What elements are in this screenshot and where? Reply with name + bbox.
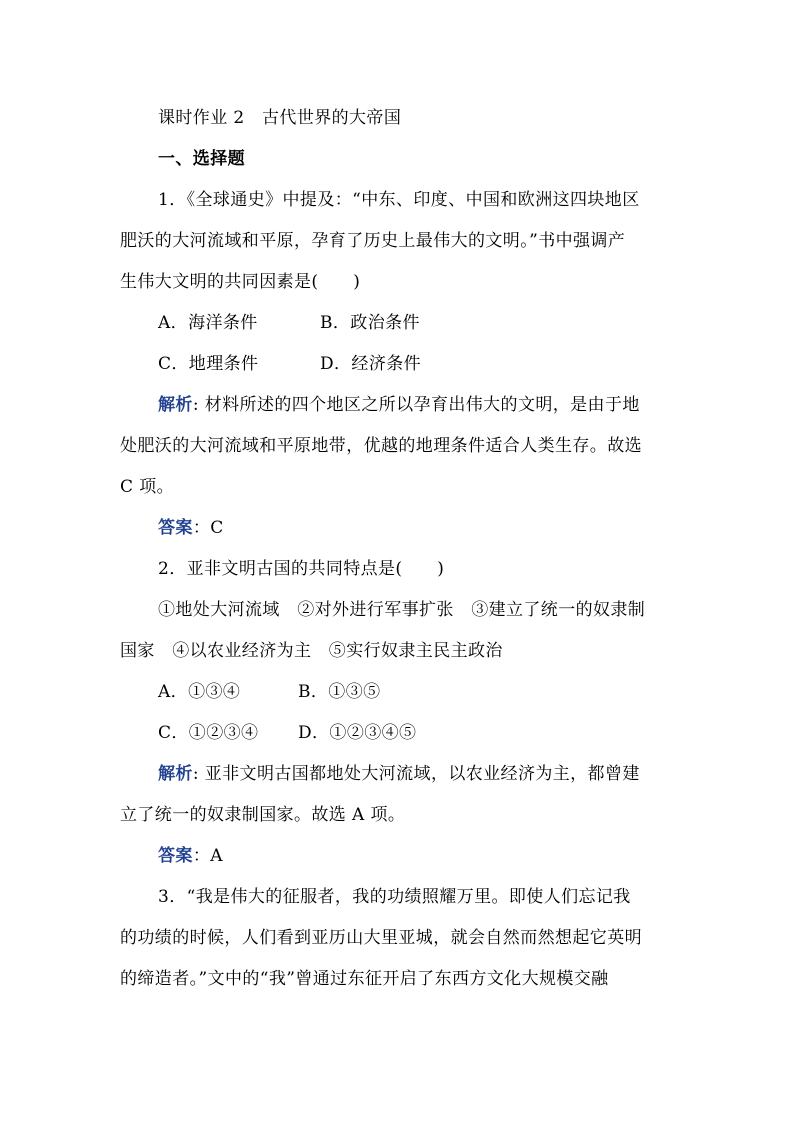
- document-content: [120, 98, 680, 1000]
- q1-stem-line2: 肥沃的大河流域和平原，孕育了历史上最伟大的文明。”书中强调产: [120, 231, 626, 251]
- q2-answer-value: ：A: [192, 846, 223, 866]
- q1-analysis-line1: [120, 385, 680, 426]
- q1-option-c: C．地理条件: [158, 354, 259, 374]
- q1-options-row1: [120, 303, 680, 344]
- q2-stem-line1: 2．亚非文明古国的共同特点是( ): [158, 559, 445, 579]
- q2-analysis-label: 解析: [158, 764, 193, 784]
- q1-analysis-line3: C 项。: [120, 477, 175, 497]
- q3-stem-line1: 3．“我是伟大的征服者，我的功绩照耀万里。即使人们忘记我: [158, 887, 631, 907]
- q1-option-d: D．经济条件: [320, 354, 422, 374]
- q2-answer-label: 答案: [158, 846, 193, 866]
- q2-option-b: B．①③⑤: [298, 682, 381, 702]
- q1-stem-line1: 1．《全球通史》中提及：“中东、印度、中国和欧洲这四块地区: [158, 190, 640, 210]
- q2-options-row1: [120, 672, 680, 713]
- section-heading: 一、选择题: [158, 149, 245, 169]
- q1-analysis-line2: 处肥沃的大河流域和平原地带，优越的地理条件适合人类生存。故选: [120, 436, 642, 456]
- q2-stem-line3: 国家 ④以农业经济为主 ⑤实行奴隶主民主政治: [120, 641, 503, 661]
- q2-answer: [120, 836, 680, 877]
- q1-stem-line3: 生伟大文明的共同因素是( ): [120, 272, 361, 292]
- q1-answer-value: ：C: [192, 518, 224, 538]
- q2-option-a: A．①③④: [158, 682, 241, 702]
- q1-analysis-label: 解析: [158, 395, 193, 415]
- q1-answer: [120, 508, 680, 549]
- q1-answer-label: 答案: [158, 518, 193, 538]
- q2-option-d: D．①②③④⑤: [298, 723, 417, 743]
- q1-option-a: A．海洋条件: [158, 313, 258, 333]
- q2-stem-line2: ①地处大河流域 ②对外进行军事扩张 ③建立了统一的奴隶制: [158, 600, 646, 620]
- q2-analysis-line2: 立了统一的奴隶制国家。故选 A 项。: [120, 805, 406, 825]
- q2-analysis-line1: [120, 754, 680, 795]
- q2-option-c: C．①②③④: [158, 723, 259, 743]
- q1-option-b: B．政治条件: [320, 313, 420, 333]
- q2-analysis-text1: : 亚非文明古国都地处大河流域，以农业经济为主，都曾建: [192, 764, 640, 784]
- q3-stem-line2: 的功绩的时候，人们看到亚历山大里亚城，就会自然而然想起它英明: [120, 928, 642, 948]
- q2-options-row2: [120, 713, 680, 754]
- q1-analysis-text1: : 材料所述的四个地区之所以孕育出伟大的文明，是由于地: [192, 395, 640, 415]
- page-title: 课时作业 2 古代世界的大帝国: [158, 108, 402, 128]
- q3-stem-line3: 的缔造者。”文中的“我”曾通过东征开启了东西方文化大规模交融: [120, 969, 609, 989]
- q1-options-row2: [120, 344, 680, 385]
